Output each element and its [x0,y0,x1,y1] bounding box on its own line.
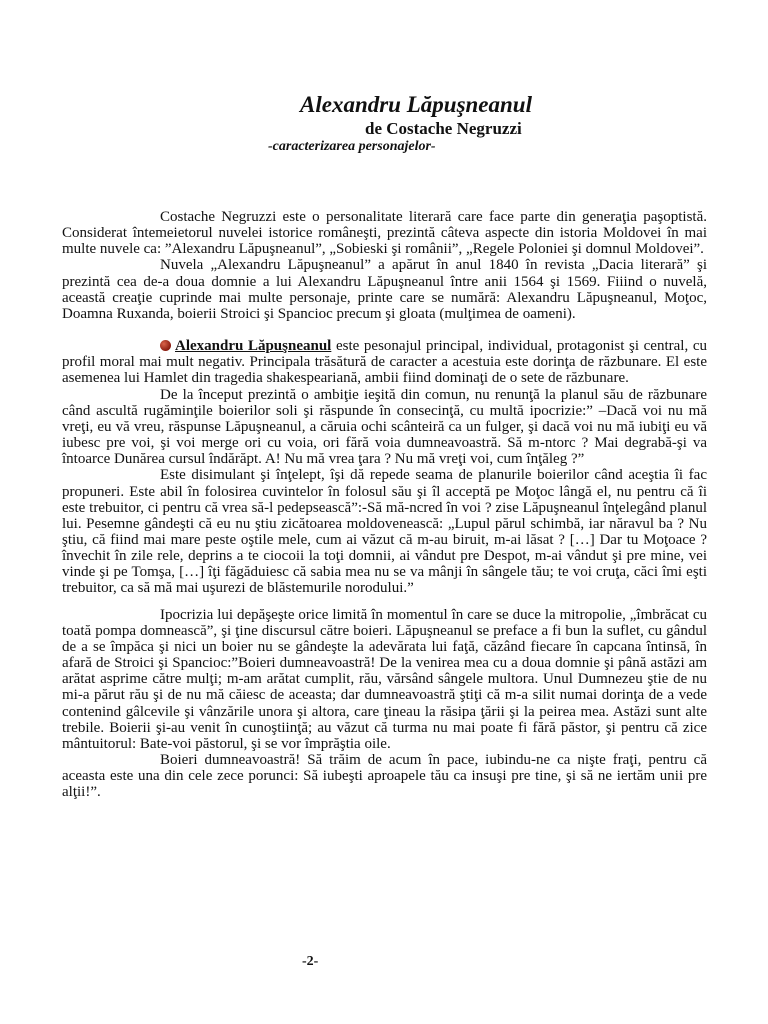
paragraph-ambitie: De la început prezintă o ambiţie ieşită din comun, nu renunţă la planul său de răzbunare când ascultă rugăminţile boierilor soli şi răspunde în consecinţă, cu multă ipocrizie:” –Dacă voi nu mă vreţi, eu vă vreu, răspunse Lăpuşneanul, a căruia ochi scânteiră ca un fulger, şi dacă voi nu mă iubiţi eu vă iubesc pre voi, şi voi merge ori cu voia, ori fără voia dumneavoastră. Să m-ntorc ? Mai degrabă-şi va întoarce Dunărea cursul îndărăpt. A! Nu mă vrea ţara ? Nu mă vreţi voi, cum înţăleg ?” [62,386,707,468]
paragraph-intro: Costache Negruzzi este o personalitate literară care face parte din generaţia paşoptistă. Considerat întemeietorul nuvelei istorice româneşti, prezintă câteva aspecte din istoria Moldovei în mai multe nuvele ca: ”Alexandru Lăpuşneanul”, „Sobieski şi românii”, „Regele Poloniei şi domnul Moldovei”. [62,209,707,258]
paragraph-character [62,338,707,386]
paragraph-disimulant: Este disimulant şi înţelept, îşi dă repede seama de planurile boierilor când aceştia îi fac propuneri. Este abil în folosirea cuvintelor în folosul său şi îl acceptă pe Moţoc lângă el, nu pentru că îi este trebuitor, ci pentru că vrea să-l pedepsească”:-Să mă-ncred în voi ? zise Lăpuşneanul înţelegând planul lui. Pesemne gândeşti că eu nu ştiu zicătoarea moldovenească: „Lupul părul schimbă, iar năravul ba ? Nu ştiu, că fiind mai mare peste oştile mele, cum ai văzut că m-au biruit, m-ai lăsat ? […] Dar tu Moţoace ? învechit în zile rele, deprins a te ciocoii la toţi domnii, ai vândut pre Despot, m-ai vândut şi pre mine, vei vinde şi pe Tomşa, […] îţi făgăduiesc că sabia mea nu se va mânji în sângele tău; te voi cruţa, căci îmi eşti trebuitor, ca să mă mai uşurezi de blăstemurile norodului.” [62,467,707,597]
page-number: -2- [302,954,319,969]
paragraph-nuvela: Nuvela „Alexandru Lăpuşneanul” a apărut în anul 1840 în revista „Dacia literară” şi prezintă cea de-a doua domnie a lui Alexandru Lăpuşneanul între anii 1564 şi 1569. Fiiind o nuvelă, această creaţie cuprinde mai multe personaje, printe care se numără: Alexandru Lăpuşneanul, Moţoc, Doamna Ruxanda, boierii Stroici şi Spancioc precum şi gloata (mulţimea de oameni). [62,257,707,322]
document-author: de Costache Negruzzi [365,119,522,138]
red-bullet-icon [160,340,171,351]
document-body [62,209,707,800]
paragraph-boieri: Boieri dumneavoastră! Să trăim de acum în pace, iubindu-ne ca nişte fraţi, pentru că aceasta este una din cele zece porunci: Să iubeşti aproapele tău ca insuşi pre tine, şi să ne iertăm unii pre alţii!”. [62,752,707,801]
document-subtitle: -caracterizarea personajelor- [268,139,436,154]
character-name: Alexandru Lăpuşneanul [175,338,332,355]
character-intro: este pesonajul principal, individual, protagonist şi central, cu profil moral mai mult negativ. Principala trăsătură de caracter a acestuia este dorinţa de răzbunare. El este asemenea lui Hamlet din tragedia shakespeariană, ambii fiind dominaţi de o sete de răzbunare. [62,338,707,387]
paragraph-ipocrizie: Ipocrizia lui depăşeşte orice limită în momentul în care se duce la mitropolie, „îmbrăcat cu toată pompa domnească”, şi ţine discursul către boieri. Lăpuşneanul se preface a fi bun la suflet, cu gândul de a se împăca şi nici un boier nu se gândeşte la adevărata lui faţă, căzând fiecare în capcana întinsă, în afară de Stroici şi Spancioc:”Boieri dumneavoastră! De la venirea mea cu a doua domnie şi până astăzi am arătat asprime către mulţi; m-am arătat cumplit, rău, vărsând sângele multora. Unul Dumnezeu ştie de nu mi-a părut rău şi de nu mă căiesc de aceasta; dar dumneavoastră ştiţi că m-a silit numai dorinţa de a vede contenind gâlcevile şi vânzările unora şi altora, care ţineau la răsipa ţării şi la peirea mea. Astăzi sunt alte trebile. Boierii şi-au venit în cunoştiinţă; au văzut că turma nu mai poate fi fără păstor, şi pentru că zice mântuitorul: Bate-voi păstorul, şi se vor împrăştia oile. [62,606,707,752]
document-title: Alexandru Lăpuşneanul [300,92,532,117]
